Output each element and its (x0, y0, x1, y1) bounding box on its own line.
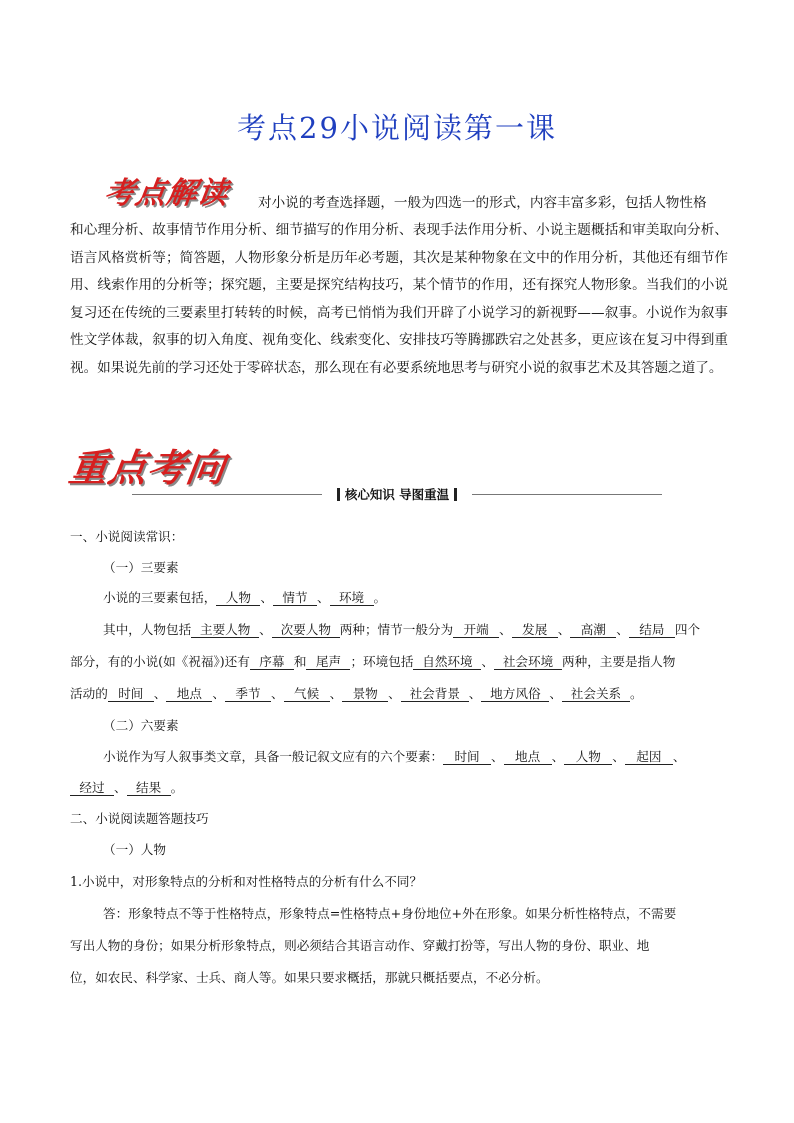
separator: 、 (612, 749, 625, 764)
question-1: 1.小说中，对形象特点的分析和对性格特点的分析有什么不同？ (70, 874, 423, 889)
blank-answer: 气候 (284, 686, 330, 702)
separator: 、 (153, 686, 167, 701)
blank-answer: 季节 (225, 686, 271, 702)
zhongdian-kaoxiang-badge: 重点考向 (66, 445, 229, 490)
intro-paragraph: 和心理分析、故事情节作用分析、细节描写的作用分析、表现手法作用分析、小说主题概括和审美取向分析、语言风格赏析等；简答题，人物形象分析是历年必考题，其次是某种物象在文中的作用分析，其他还有细节作用、线索作用的分析等；探究题，主要是探究结构技巧，某个情节的作用，还有探究人物形象。当我们的小说复习还在传统的三要素里打转转的时候，高考已悄悄为我们开辟了小说学习的新视野——叙事。小说作为叙事性文学体裁，叙事的切入角度、视角变化、线索变化、安排技巧等腾挪跌宕之处甚多，更应该在复习中得到重视。如果说先前的学习还处于零碎状态，那么现在有必要系统地思考与研究小说的叙事艺术及其答题之道了。 (70, 222, 728, 376)
kaodian-jiedu-badge: 考点解读 (102, 176, 231, 211)
blank-answer: 时间 (443, 749, 491, 765)
blank-answer: 起因 (625, 749, 673, 765)
blank-answer: 情节 (273, 590, 317, 606)
blank-answer: 时间 (108, 686, 154, 702)
blank-answer: 序幕 (250, 654, 294, 670)
blank-answer: 发展 (512, 622, 558, 638)
prologue-environment-line (70, 651, 675, 670)
separator: 、 (616, 622, 629, 637)
divider-bar-right (454, 488, 457, 501)
blank-answer: 经过 (70, 780, 114, 796)
blank-answer: 次要人物 (272, 622, 340, 638)
separator: 、 (491, 749, 504, 764)
line-text: 小说作为写人叙事类文章，具备一般记叙文应有的六个要素： (103, 749, 444, 764)
separator: 、 (481, 654, 494, 669)
blank-answer: 自然环境 (413, 654, 481, 670)
answer-1-line-2: 写出人物的身份；如果分析形象特点，则必须结合其语言动作、穿戴打扮等，写出人物的身份、职业、地 (70, 938, 650, 953)
character-plot-line (103, 619, 700, 638)
separator: 、 (468, 686, 482, 701)
page-title: 考点29小说阅读第一课 (237, 111, 557, 145)
line-text: 和 (293, 654, 307, 669)
line-end: 。 (629, 686, 643, 701)
six-elements-line-cont (70, 777, 183, 796)
divider-line-left (132, 494, 322, 495)
blank-answer: 高潮 (570, 622, 616, 638)
line-text: ；环境包括 (350, 654, 414, 669)
blank-answer: 地点 (504, 749, 552, 765)
sub-heading-three-elements: （一）三要素 (103, 560, 179, 575)
sub-heading-six-elements: （二）六要素 (103, 718, 179, 733)
line-end: 。 (170, 780, 184, 795)
separator: 、 (316, 590, 330, 605)
separator: 、 (329, 686, 343, 701)
divider-label (322, 485, 472, 503)
separator: 、 (557, 622, 571, 637)
three-elements-line (103, 587, 386, 606)
blank-answer: 社会背景 (401, 686, 469, 702)
blank-answer: 人物 (216, 590, 260, 606)
line-text: 两种，主要是指人物 (562, 654, 676, 669)
separator: 、 (672, 749, 686, 764)
separator: 、 (114, 780, 127, 795)
separator: 、 (270, 686, 284, 701)
blank-answer: 人物 (564, 749, 612, 765)
answer-1-line-3: 位，如农民、科学家、士兵、商人等。如果只要求概括，那就只概括要点，不必分析。 (70, 970, 549, 985)
sub-heading-character: （一）人物 (103, 842, 166, 857)
separator: 、 (260, 590, 273, 605)
line-text: 两种；情节一般分为 (339, 622, 454, 637)
blank-answer: 结局 (629, 622, 675, 638)
blank-answer: 社会关系 (562, 686, 630, 702)
separator: 、 (549, 686, 562, 701)
separator: 、 (551, 749, 565, 764)
line-text: 部分，有的小说(如《祝福》)还有 (70, 654, 250, 669)
separator: 、 (259, 622, 272, 637)
line-text: 活动的 (70, 686, 108, 701)
blank-answer: 社会环境 (494, 654, 562, 670)
divider-label-text: 核心知识 导图重温 (344, 487, 450, 502)
blank-answer: 尾声 (306, 654, 350, 670)
divider-bar-left (337, 488, 340, 501)
blank-answer: 地点 (166, 686, 212, 702)
separator: 、 (499, 622, 512, 637)
line-text: 四个 (674, 622, 701, 637)
section2-heading: 二、小说阅读题答题技巧 (70, 811, 209, 826)
blank-answer: 结果 (127, 780, 171, 796)
section1-heading: 一、小说阅读常识： (70, 529, 184, 544)
six-elements-line (103, 746, 685, 765)
intro-first-line: 对小说的考查选择题，一般为四选一的形式，内容丰富多彩，包括人物性格 (258, 195, 707, 211)
line-end: 。 (373, 590, 387, 605)
answer-1-line-1: 答：形象特点不等于性格特点，形象特点=性格特点+身份地位+外在形象。如果分析性格特点，不需要 (103, 906, 677, 921)
line-text: 小说的三要素包括， (103, 590, 217, 605)
blank-answer: 环境 (330, 590, 374, 606)
blank-answer: 开端 (453, 622, 499, 638)
separator: 、 (388, 686, 401, 701)
line-text: 其中，人物包括 (103, 622, 192, 637)
activity-environment-line (70, 683, 643, 702)
separator: 、 (212, 686, 225, 701)
blank-answer: 主要人物 (191, 622, 259, 638)
blank-answer: 地方风俗 (481, 686, 549, 702)
blank-answer: 景物 (342, 686, 388, 702)
divider-line-right (472, 494, 662, 495)
section-divider (132, 484, 662, 506)
